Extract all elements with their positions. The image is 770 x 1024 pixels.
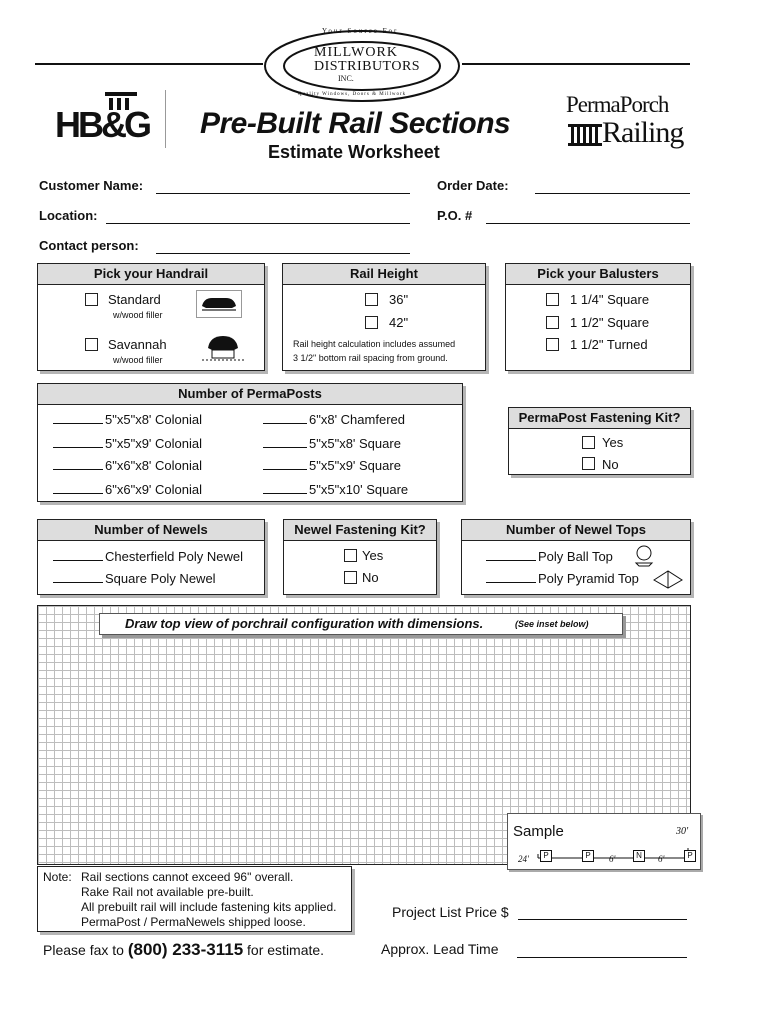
note-line-3: All prebuilt rail will include fastening kits applied. (81, 900, 337, 914)
pyramid-top-icon (652, 568, 684, 590)
rail-height-title: Rail Height (283, 264, 485, 285)
newel-kit-no-checkbox[interactable] (344, 571, 357, 584)
newel-tops-title: Number of Newel Tops (462, 520, 690, 541)
baluster-112-square-label: 1 1/2" Square (570, 315, 650, 330)
newel-kit-section (283, 519, 437, 595)
qty-blank[interactable] (53, 570, 103, 583)
project-list-price-field[interactable] (518, 919, 687, 920)
newels-section (37, 519, 265, 595)
newel-top-row (486, 570, 639, 586)
rail-height-note-1: Rail height calculation includes assumed (293, 339, 456, 349)
savannah-checkbox[interactable] (85, 338, 98, 351)
newel-kit-no-label: No (362, 570, 379, 585)
standard-rail-icon (196, 290, 242, 318)
newel-kit-yes-label: Yes (362, 548, 384, 563)
permapost-label: 5"x5"x8' Colonial (105, 412, 202, 427)
drawing-instruction-banner (99, 613, 623, 635)
page-subtitle: Estimate Worksheet (268, 142, 440, 162)
post-kit-no-label: No (602, 457, 619, 472)
sample-post-p1: P (540, 850, 552, 862)
po-label: P.O. # (437, 208, 473, 223)
qty-blank[interactable] (53, 435, 103, 448)
qty-blank[interactable] (263, 457, 307, 470)
sample-post-p3: P (684, 850, 696, 862)
height-42-label: 42" (389, 315, 409, 330)
logo-tagline-bottom: Quality Windows, Doors & Millwork (298, 92, 407, 97)
baluster-112-square-checkbox[interactable] (546, 316, 559, 329)
drawing-inset-note: (See inset below) (515, 619, 589, 629)
contact-person-field[interactable] (156, 253, 410, 254)
newel-top-label: Poly Ball Top (538, 549, 613, 564)
fax-pre-text: Please fax to (43, 942, 124, 958)
post-kit-yes-checkbox[interactable] (582, 436, 595, 449)
hbg-logo-text: HB&G (55, 104, 149, 145)
sample-inset (507, 813, 701, 870)
handrail-title: Pick your Handrail (38, 264, 264, 285)
post-kit-yes-label: Yes (602, 435, 624, 450)
newel-tops-section (461, 519, 691, 595)
logo-distributors-text: DISTRIBUTORS (314, 59, 421, 74)
top-rule-right (462, 63, 690, 65)
qty-blank[interactable] (263, 411, 307, 424)
note-line-4: PermaPost / PermaNewels shipped loose. (81, 915, 306, 929)
newel-top-row (486, 548, 613, 564)
permapost-label: 5"x5"x10' Square (309, 482, 409, 497)
qty-blank[interactable] (486, 548, 536, 561)
permaporch-railing-logo (566, 92, 686, 156)
newel-label: Square Poly Newel (105, 571, 216, 586)
rail-height-section (282, 263, 486, 371)
lead-time-field[interactable] (517, 957, 687, 958)
permapost-label: 5"x5"x8' Square (309, 436, 401, 451)
logo-millwork-text: MILLWORK (314, 45, 398, 60)
qty-blank[interactable] (263, 435, 307, 448)
sample-newel-n: N (633, 850, 645, 862)
qty-blank[interactable] (53, 457, 103, 470)
project-list-price-label: Project List Price $ (392, 904, 509, 920)
baluster-114-square-checkbox[interactable] (546, 293, 559, 306)
lead-time-label: Approx. Lead Time (381, 941, 499, 957)
order-date-label: Order Date: (437, 178, 509, 193)
qty-blank[interactable] (53, 481, 103, 494)
qty-blank[interactable] (263, 481, 307, 494)
note-line-1: Rail sections cannot exceed 96" overall. (81, 870, 294, 884)
customer-name-label: Customer Name: (39, 178, 144, 193)
balusters-section (505, 263, 691, 371)
permaporch-text: PermaPorch (566, 92, 669, 117)
railing-text: Railing (602, 116, 684, 149)
qty-blank[interactable] (53, 548, 103, 561)
permapost-row (53, 411, 202, 427)
fax-post-text: for estimate. (247, 942, 325, 958)
contact-person-label: Contact person: (39, 238, 139, 253)
permapost-row (53, 457, 202, 473)
height-36-checkbox[interactable] (365, 293, 378, 306)
logo-inc-text: INC. (338, 74, 354, 83)
hbg-logo (55, 90, 167, 148)
note-line-2: Rake Rail not available pre-built. (81, 885, 254, 899)
qty-blank[interactable] (53, 411, 103, 424)
balusters-title: Pick your Balusters (506, 264, 690, 285)
top-rule-left (35, 63, 263, 65)
page-title: Pre-Built Rail Sections (200, 107, 511, 140)
ball-top-icon (632, 544, 656, 568)
standard-label: Standard (108, 292, 161, 307)
permapost-kit-section (508, 407, 691, 475)
permapost-label: 5"x5"x9' Colonial (105, 436, 202, 451)
sample-dim-30: 30' (676, 826, 689, 837)
order-date-field[interactable] (535, 193, 690, 194)
height-36-label: 36" (389, 292, 409, 307)
permapost-row (263, 457, 401, 473)
note-label: Note: (43, 870, 72, 884)
permapost-label: 6"x6"x8' Colonial (105, 458, 202, 473)
permapost-row (53, 435, 202, 451)
newel-label: Chesterfield Poly Newel (105, 549, 244, 564)
post-kit-no-checkbox[interactable] (582, 457, 595, 470)
sample-post-p2: P (582, 850, 594, 862)
permapost-label: 6"x6"x9' Colonial (105, 482, 202, 497)
baluster-112-turned-label: 1 1/2" Turned (570, 337, 648, 352)
standard-sub-label: w/wood filler (113, 310, 163, 320)
location-label: Location: (39, 208, 98, 223)
baluster-114-square-label: 1 1/4" Square (570, 292, 650, 307)
permapost-row (263, 435, 401, 451)
fax-number: (800) 233-3115 (127, 940, 244, 959)
qty-blank[interactable] (486, 570, 536, 583)
newel-row (53, 548, 243, 564)
sample-dim-6b: 6' (658, 854, 665, 864)
baluster-112-turned-checkbox[interactable] (546, 338, 559, 351)
savannah-sub-label: w/wood filler (113, 355, 163, 365)
permapost-label: 5"x5"x9' Square (309, 458, 401, 473)
sample-dim-24: 24' (518, 854, 529, 864)
handrail-section (37, 263, 265, 371)
permapost-row (53, 481, 202, 497)
newel-row (53, 570, 216, 586)
permapost-kit-title: PermaPost Fastening Kit? (509, 408, 690, 429)
permapost-row (263, 411, 405, 427)
newel-kit-title: Newel Fastening Kit? (284, 520, 436, 541)
drawing-instruction-text: Draw top view of porchrail configuration with dimensions. (125, 616, 484, 631)
logo-tagline-top: Your Source For (322, 27, 399, 35)
standard-checkbox[interactable] (85, 293, 98, 306)
newel-kit-yes-checkbox[interactable] (344, 549, 357, 562)
newels-title: Number of Newels (38, 520, 264, 541)
customer-name-field[interactable] (156, 193, 410, 194)
sample-title: Sample (513, 823, 564, 840)
rail-height-note-2: 3 1/2" bottom rail spacing from ground. (293, 353, 448, 363)
permaposts-title: Number of PermaPosts (38, 384, 462, 405)
sample-dim-6a: 6' (609, 854, 616, 864)
note-box (37, 866, 352, 932)
permapost-row (263, 481, 408, 497)
permaposts-section (37, 383, 463, 502)
millwork-distributors-logo (262, 28, 462, 103)
newel-top-label: Poly Pyramid Top (538, 571, 639, 586)
fax-line (43, 940, 324, 960)
savannah-rail-icon (200, 332, 246, 364)
height-42-checkbox[interactable] (365, 316, 378, 329)
savannah-label: Savannah (108, 337, 167, 352)
permapost-label: 6"x8' Chamfered (309, 412, 405, 427)
po-field[interactable] (486, 223, 690, 224)
location-field[interactable] (106, 223, 410, 224)
